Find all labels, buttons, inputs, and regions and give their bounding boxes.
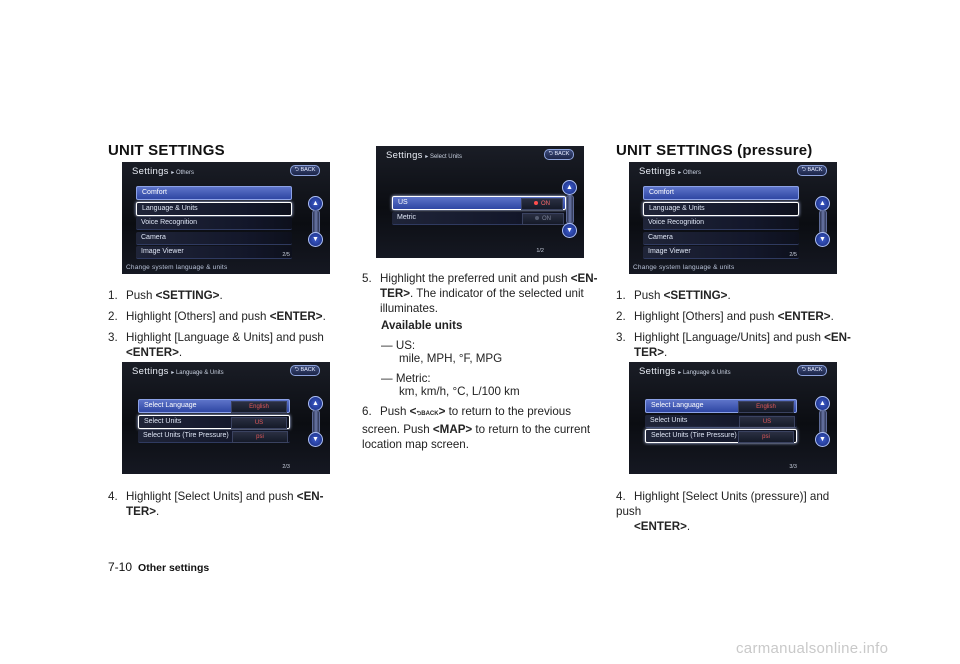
screen-breadcrumb: Others (682, 170, 701, 176)
step-2: 2. Highlight [Others] and push <ENTER>. (108, 310, 326, 323)
page-indicator: 3/3 (789, 464, 797, 470)
scroll-down-icon[interactable]: ▼ (562, 223, 577, 238)
menu-item-select-units-tire-pressure[interactable]: Select Units (Tire Pressure) psi (138, 430, 290, 443)
screen-title: Settings (639, 366, 676, 377)
screen-title: Settings (132, 366, 169, 377)
scroll-down-icon[interactable]: ▼ (308, 232, 323, 247)
menu-item-select-units[interactable]: Select Units US (645, 415, 797, 428)
section-heading-unit-settings-pressure: UNIT SETTINGS (pressure) (616, 142, 813, 159)
screen-title: Settings (132, 166, 169, 177)
screen-breadcrumb: Others (175, 170, 194, 176)
menu-item-language-units[interactable]: Language & Units (136, 202, 292, 216)
section-title: Other settings (138, 562, 210, 574)
menu-item-language-units[interactable]: Language & Units (643, 202, 799, 216)
page-indicator: 1/2 (536, 248, 544, 254)
metric-label: — Metric: (381, 372, 431, 385)
indicator-on: ON (521, 198, 563, 210)
step-1: 1. Push <SETTING>. (108, 289, 223, 302)
indicator-lamp-icon (535, 216, 539, 220)
step-2: 2. Highlight [Others] and push <ENTER>. (616, 310, 834, 323)
screen-title: Settings (639, 166, 676, 177)
step-3: 3. Highlight [Language & Units] and push <ENTER>. (108, 331, 324, 359)
screen-select-units: Settings ▸ Select Units ⮌ BACK US ON Metric ON ▲ ▼ 1/2 (376, 146, 584, 258)
menu-item-voice-recognition[interactable]: Voice Recognition (643, 217, 799, 230)
screen-footer-text: Change system language & units (126, 264, 228, 271)
back-button[interactable]: ⮌ BACK (797, 365, 827, 376)
value-us: US (231, 417, 287, 429)
scroll-down-icon[interactable]: ▼ (815, 432, 830, 447)
page-indicator: 2/5 (789, 252, 797, 258)
menu-item-select-units[interactable]: Select Units US (138, 415, 290, 429)
menu-item-voice-recognition[interactable]: Voice Recognition (136, 217, 292, 230)
screen-language-units: Settings ▸ Language & Units ⮌ BACK Select Language English Select Units US Select Units (Tire Pressure) psi ▲ ▼ 2/3 (122, 362, 330, 474)
back-key-icon: ⮌BACK (416, 411, 439, 417)
menu-item-us[interactable]: US ON (392, 196, 566, 210)
screen-breadcrumb: Select Units (429, 154, 462, 160)
screen-language-units-2: Settings ▸ Language & Units ⮌ BACK Select Language English Select Units US Select Units (Tire Pressure) psi ▲ ▼ 3/3 (629, 362, 837, 474)
scroll-up-icon[interactable]: ▲ (562, 180, 577, 195)
screen-footer-text: Change system language & units (633, 264, 735, 271)
step-4: 4. Highlight [Select Units] and push <EN- TER>. (108, 490, 324, 518)
step-5: 5. Highlight the preferred unit and push <EN- TER>. The indicator of the selected unit illuminates. (362, 272, 598, 315)
screen-breadcrumb: Language & Units (175, 370, 224, 376)
scroll-up-icon[interactable]: ▲ (815, 196, 830, 211)
menu-item-metric[interactable]: Metric ON (392, 212, 566, 225)
back-button[interactable]: ⮌ BACK (290, 165, 320, 176)
scroll-down-icon[interactable]: ▼ (815, 232, 830, 247)
scroll-up-icon[interactable]: ▲ (815, 396, 830, 411)
value-english: English (738, 401, 794, 413)
page-number: 7-10 (108, 560, 133, 574)
back-button[interactable]: ⮌ BACK (290, 365, 320, 376)
page-footer (108, 560, 209, 574)
screen-settings-others-2: Settings ▸ Others ⮌ BACK Comfort Language & Units Voice Recognition Camera Image Viewer ▲ ▼ 2/5 Change system language & units (629, 162, 837, 274)
menu-item-select-units-tire-pressure[interactable]: Select Units (Tire Pressure) psi (645, 429, 797, 443)
scroll-up-icon[interactable]: ▲ (308, 196, 323, 211)
screen-breadcrumb: Language & Units (682, 370, 731, 376)
value-us: US (739, 416, 795, 428)
screen-settings-others: Settings ▸ Others ⮌ BACK Comfort Language & Units Voice Recognition Camera Image Viewer ▲ ▼ 2/5 Change system language & units (122, 162, 330, 274)
scroll-down-icon[interactable]: ▼ (308, 432, 323, 447)
menu-item-camera[interactable]: Camera (643, 232, 799, 245)
back-button[interactable]: ⮌ BACK (797, 165, 827, 176)
indicator-lamp-icon (534, 201, 538, 205)
step-1: 1. Push <SETTING>. (616, 289, 731, 302)
value-psi: psi (232, 431, 288, 443)
page-indicator: 2/3 (282, 464, 290, 470)
menu-item-image-viewer[interactable]: Image Viewer (136, 246, 292, 259)
menu-item-image-viewer[interactable]: Image Viewer (643, 246, 799, 259)
menu-item-camera[interactable]: Camera (136, 232, 292, 245)
available-units-heading: Available units (381, 319, 463, 332)
menu-item-select-language[interactable]: Select Language English (645, 399, 797, 413)
page-indicator: 2/5 (282, 252, 290, 258)
back-button[interactable]: ⮌ BACK (544, 149, 574, 160)
us-label: — US: (381, 339, 416, 352)
menu-item-select-language[interactable]: Select Language English (138, 399, 290, 413)
menu-item-comfort[interactable]: Comfort (136, 186, 292, 200)
metric-units: km, km/h, °C, L/100 km (399, 385, 520, 398)
step-4-pressure: 4. Highlight [Select Units (pressure)] and push <ENTER>. (616, 490, 830, 533)
section-heading-unit-settings: UNIT SETTINGS (108, 142, 225, 159)
us-units: mile, MPH, °F, MPG (399, 352, 503, 365)
value-psi: psi (738, 431, 794, 443)
scroll-up-icon[interactable]: ▲ (308, 396, 323, 411)
screen-title: Settings (386, 150, 423, 161)
step-list-2 (616, 288, 856, 360)
menu-item-comfort[interactable]: Comfort (643, 186, 799, 200)
indicator-off: ON (522, 213, 564, 225)
step-3: 3. Highlight [Language/Units] and push <EN- TER>. (616, 331, 851, 359)
value-english: English (231, 401, 287, 413)
watermark: carmanualsonline.info (736, 640, 889, 657)
step-list (108, 288, 348, 360)
step-6: 6. Push <⮌BACK> to return to the previous screen. Push <MAP> to return to the current location map screen. (362, 405, 591, 451)
